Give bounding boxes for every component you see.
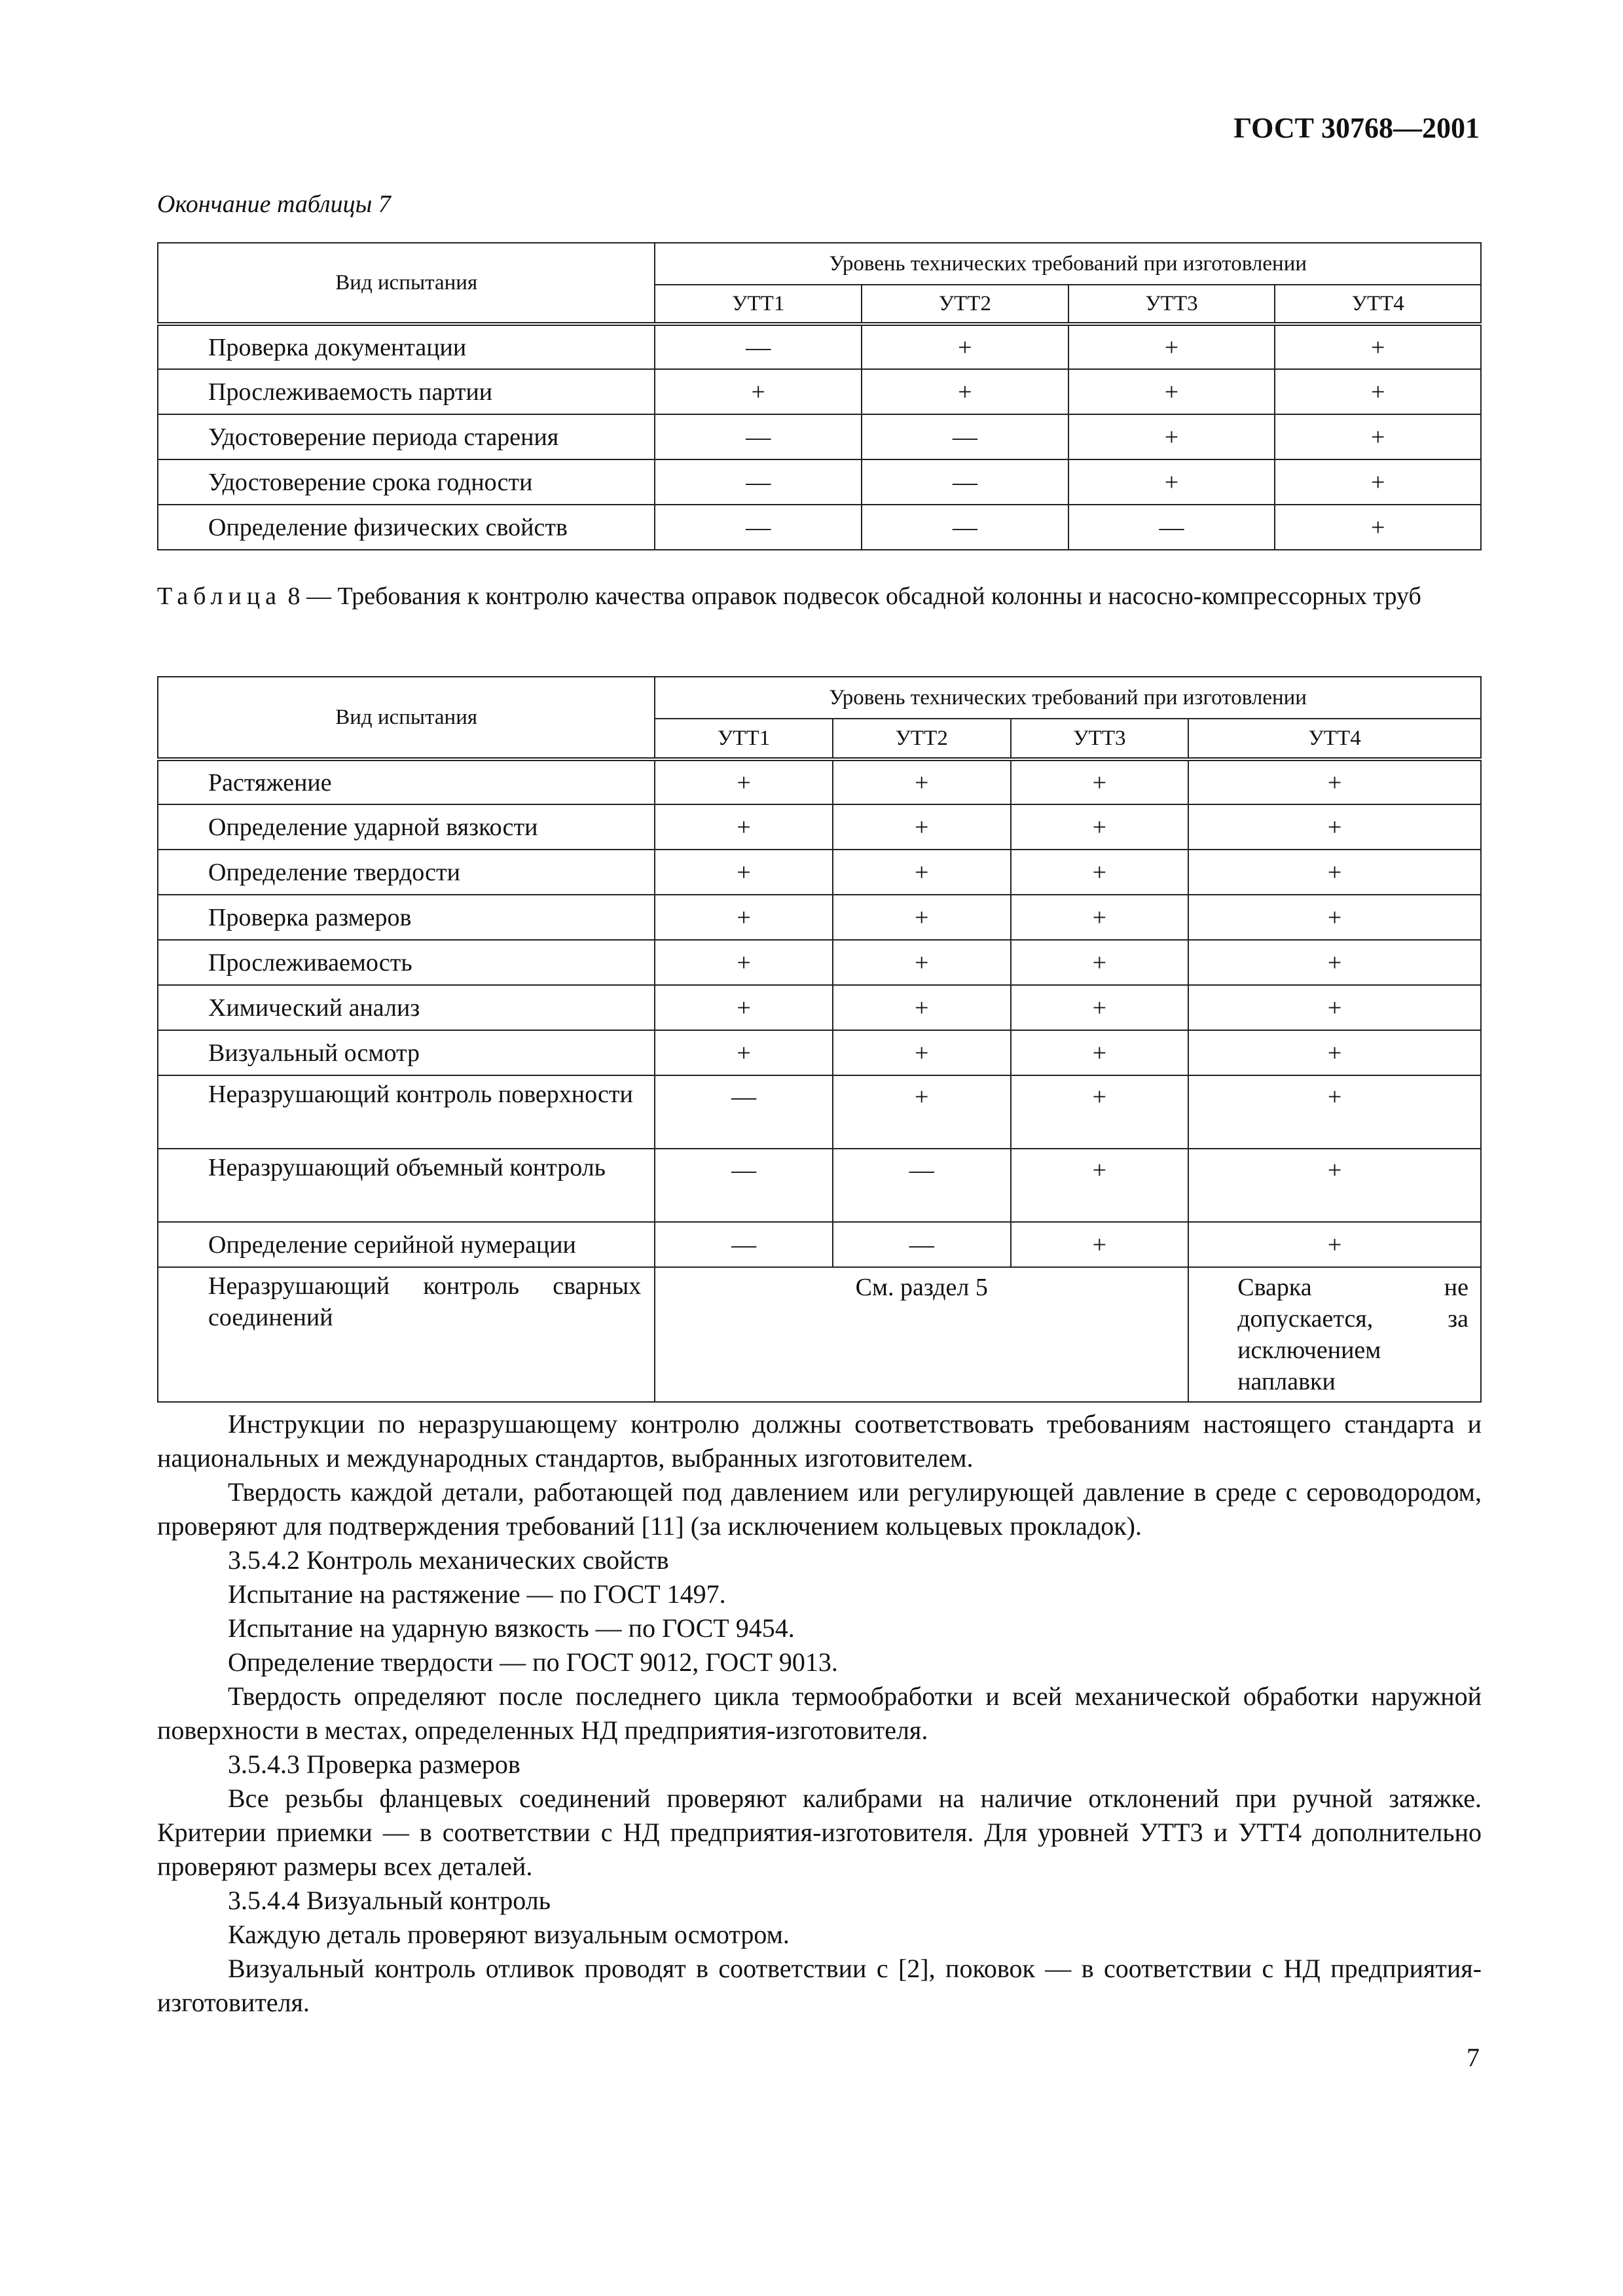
- section-heading: 3.5.4.3 Проверка размеров: [228, 1749, 520, 1779]
- col-header-level: Уровень технических требований при изготовлении: [655, 677, 1481, 719]
- cell-value: +: [655, 850, 833, 895]
- paragraph: Твердость определяют после последнего цикла термообработки и всей механической обработки наружной поверхности в местах, определенных НД предприятия-изготовителя.: [157, 1681, 1482, 1745]
- cell-value: +: [1011, 1030, 1189, 1075]
- table8-title-text: 8 — Требования к контролю качества оправок подвесок обсадной колонны и насосно-компрессорных труб: [282, 583, 1421, 610]
- cell-value: +: [1188, 895, 1481, 940]
- paragraph: Все резьбы фланцевых соединений проверяют калибрами на наличие отклонений при ручной затяжке. Критерии приемки — в соответствии с НД предприятия-изготовителя. Для уровней УТТ3 и УТТ4 дополнительно проверяют размеры всех деталей.: [157, 1784, 1482, 1881]
- cell-value: —: [1068, 505, 1275, 550]
- table-row: [158, 414, 1481, 459]
- cell-value: +: [655, 1030, 833, 1075]
- table-row: [158, 1149, 1481, 1222]
- cell-value: +: [1188, 804, 1481, 850]
- table-row: [158, 985, 1481, 1030]
- cell-value: +: [862, 369, 1068, 414]
- cell-value: +: [1011, 1149, 1189, 1222]
- table-7: [157, 242, 1482, 550]
- cell-value: +: [1068, 369, 1275, 414]
- cell-value: +: [862, 324, 1068, 369]
- row-label: Удостоверение периода старения: [158, 414, 655, 459]
- row-label: Проверка документации: [158, 324, 655, 369]
- row-label: Удостоверение срока годности: [158, 459, 655, 505]
- cell-value: +: [1011, 940, 1189, 985]
- paragraph: Определение твердости — по ГОСТ 9012, ГОСТ 9013.: [228, 1647, 838, 1677]
- table-row: [158, 1222, 1481, 1267]
- paragraph: Визуальный контроль отливок проводят в соответствии с [2], поковок — в соответствии с НД предприятия-изготовителя.: [157, 1954, 1482, 2017]
- table-row: [158, 369, 1481, 414]
- cell-value: +: [655, 369, 862, 414]
- document-code: ГОСТ 30768—2001: [1233, 112, 1480, 144]
- row-label: Химический анализ: [158, 985, 655, 1030]
- paragraph: Испытание на растяжение — по ГОСТ 1497.: [228, 1579, 726, 1609]
- col-header-utt2: УТТ2: [833, 719, 1011, 759]
- col-header-utt1: УТТ1: [655, 285, 862, 324]
- cell-value: +: [833, 895, 1011, 940]
- row-label-text: Неразрушающий объемный контроль: [208, 1154, 606, 1181]
- row-label: Определение ударной вязкости: [158, 804, 655, 850]
- cell-value: +: [1188, 1149, 1481, 1222]
- cell-value: +: [1275, 369, 1481, 414]
- col-header-test: Вид испытания: [158, 243, 655, 324]
- cell-value: +: [833, 940, 1011, 985]
- cell-value: +: [1011, 1075, 1189, 1149]
- cell-value: —: [833, 1149, 1011, 1222]
- cell-value: +: [1068, 459, 1275, 505]
- table8-title-prefix: Таблица: [157, 583, 282, 610]
- cell-value: —: [862, 505, 1068, 550]
- row-label: Проверка размеров: [158, 895, 655, 940]
- cell-value: +: [1188, 1030, 1481, 1075]
- cell-value: +: [1275, 459, 1481, 505]
- cell-value: —: [655, 414, 862, 459]
- table-row: [158, 895, 1481, 940]
- cell-value: +: [1188, 940, 1481, 985]
- table-row: [158, 804, 1481, 850]
- row-label: Прослеживаемость партии: [158, 369, 655, 414]
- cell-value: +: [833, 759, 1011, 804]
- cell-value: +: [1188, 1075, 1481, 1149]
- col-header-utt3: УТТ3: [1011, 719, 1189, 759]
- paragraph: Твердость каждой детали, работающей под давлением или регулирующей давление в среде с сероводородом, проверяют для подтверждения требований [11] (за исключением кольцевых прокладок).: [157, 1477, 1482, 1541]
- table-8: [157, 676, 1482, 1403]
- cell-value: +: [655, 985, 833, 1030]
- row-label: Растяжение: [158, 759, 655, 804]
- table-row: [158, 1030, 1481, 1075]
- row-label: Визуальный осмотр: [158, 1030, 655, 1075]
- table-row: [158, 459, 1481, 505]
- cell-value: +: [1188, 850, 1481, 895]
- cell-value: +: [833, 985, 1011, 1030]
- paragraph: Испытание на ударную вязкость — по ГОСТ 9454.: [228, 1613, 795, 1643]
- table-row: [158, 850, 1481, 895]
- col-header-utt2: УТТ2: [862, 285, 1068, 324]
- cell-value: +: [1068, 414, 1275, 459]
- row-label: [158, 1075, 655, 1149]
- cell-value: +: [1188, 985, 1481, 1030]
- col-header-utt1: УТТ1: [655, 719, 833, 759]
- cell-value: +: [1011, 759, 1189, 804]
- section-heading: 3.5.4.2 Контроль механических свойств: [228, 1545, 669, 1575]
- cell-utt4-note: [1188, 1267, 1481, 1402]
- row-label: Прослеживаемость: [158, 940, 655, 985]
- row-label-text: Неразрушающий контроль сварных соединений: [208, 1272, 642, 1331]
- row-label: Определение физических свойств: [158, 505, 655, 550]
- cell-value: —: [655, 505, 862, 550]
- body-text: [157, 1407, 1482, 2020]
- table8-title: [157, 579, 1482, 613]
- row-label: [158, 1149, 655, 1222]
- cell-value: +: [655, 940, 833, 985]
- cell-value: —: [862, 459, 1068, 505]
- cell-value: —: [833, 1222, 1011, 1267]
- cell-value: —: [655, 1075, 833, 1149]
- cell-value: —: [655, 324, 862, 369]
- cell-value: —: [862, 414, 1068, 459]
- row-label: Определение серийной нумерации: [158, 1222, 655, 1267]
- cell-value: —: [655, 1222, 833, 1267]
- col-header-test: Вид испытания: [158, 677, 655, 759]
- cell-value: +: [833, 804, 1011, 850]
- cell-value: +: [1011, 1222, 1189, 1267]
- cell-value: +: [1275, 324, 1481, 369]
- table-row: [158, 1267, 1481, 1402]
- cell-value: —: [655, 1149, 833, 1222]
- cell-value: +: [655, 804, 833, 850]
- section-heading: 3.5.4.4 Визуальный контроль: [228, 1886, 551, 1915]
- cell-value: +: [1188, 759, 1481, 804]
- cell-value: +: [655, 759, 833, 804]
- row-label: Определение твердости: [158, 850, 655, 895]
- cell-utt4-note-text: Сварка не допускается, за исключением наплавки: [1237, 1274, 1468, 1395]
- table-row: [158, 505, 1481, 550]
- cell-value: +: [1011, 804, 1189, 850]
- table-row: [158, 1075, 1481, 1149]
- table-row: [158, 940, 1481, 985]
- table-row: [158, 324, 1481, 369]
- col-header-level: Уровень технических требований при изготовлении: [655, 243, 1481, 285]
- cell-value: +: [833, 1030, 1011, 1075]
- cell-value: —: [655, 459, 862, 505]
- col-header-utt3: УТТ3: [1068, 285, 1275, 324]
- cell-value: +: [1188, 1222, 1481, 1267]
- cell-value: +: [833, 850, 1011, 895]
- page-number: 7: [1467, 2043, 1480, 2072]
- cell-value: +: [833, 1075, 1011, 1149]
- cell-value: +: [655, 895, 833, 940]
- cell-merged: См. раздел 5: [655, 1267, 1188, 1402]
- cell-value: +: [1275, 505, 1481, 550]
- col-header-utt4: УТТ4: [1188, 719, 1481, 759]
- table7-caption: Окончание таблицы 7: [157, 190, 391, 218]
- table-row: [158, 759, 1481, 804]
- row-label-text: Неразрушающий контроль поверхности: [208, 1081, 633, 1108]
- cell-value: +: [1068, 324, 1275, 369]
- cell-value: +: [1011, 895, 1189, 940]
- paragraph: Каждую деталь проверяют визуальным осмотром.: [228, 1920, 790, 1949]
- cell-value: +: [1011, 850, 1189, 895]
- cell-value: +: [1275, 414, 1481, 459]
- row-label: [158, 1267, 655, 1402]
- cell-value: +: [1011, 985, 1189, 1030]
- paragraph: Инструкции по неразрушающему контролю должны соответствовать требованиям настоящего стандарта и национальных и международных стандартов, выбранных изготовителем.: [157, 1409, 1482, 1473]
- col-header-utt4: УТТ4: [1275, 285, 1481, 324]
